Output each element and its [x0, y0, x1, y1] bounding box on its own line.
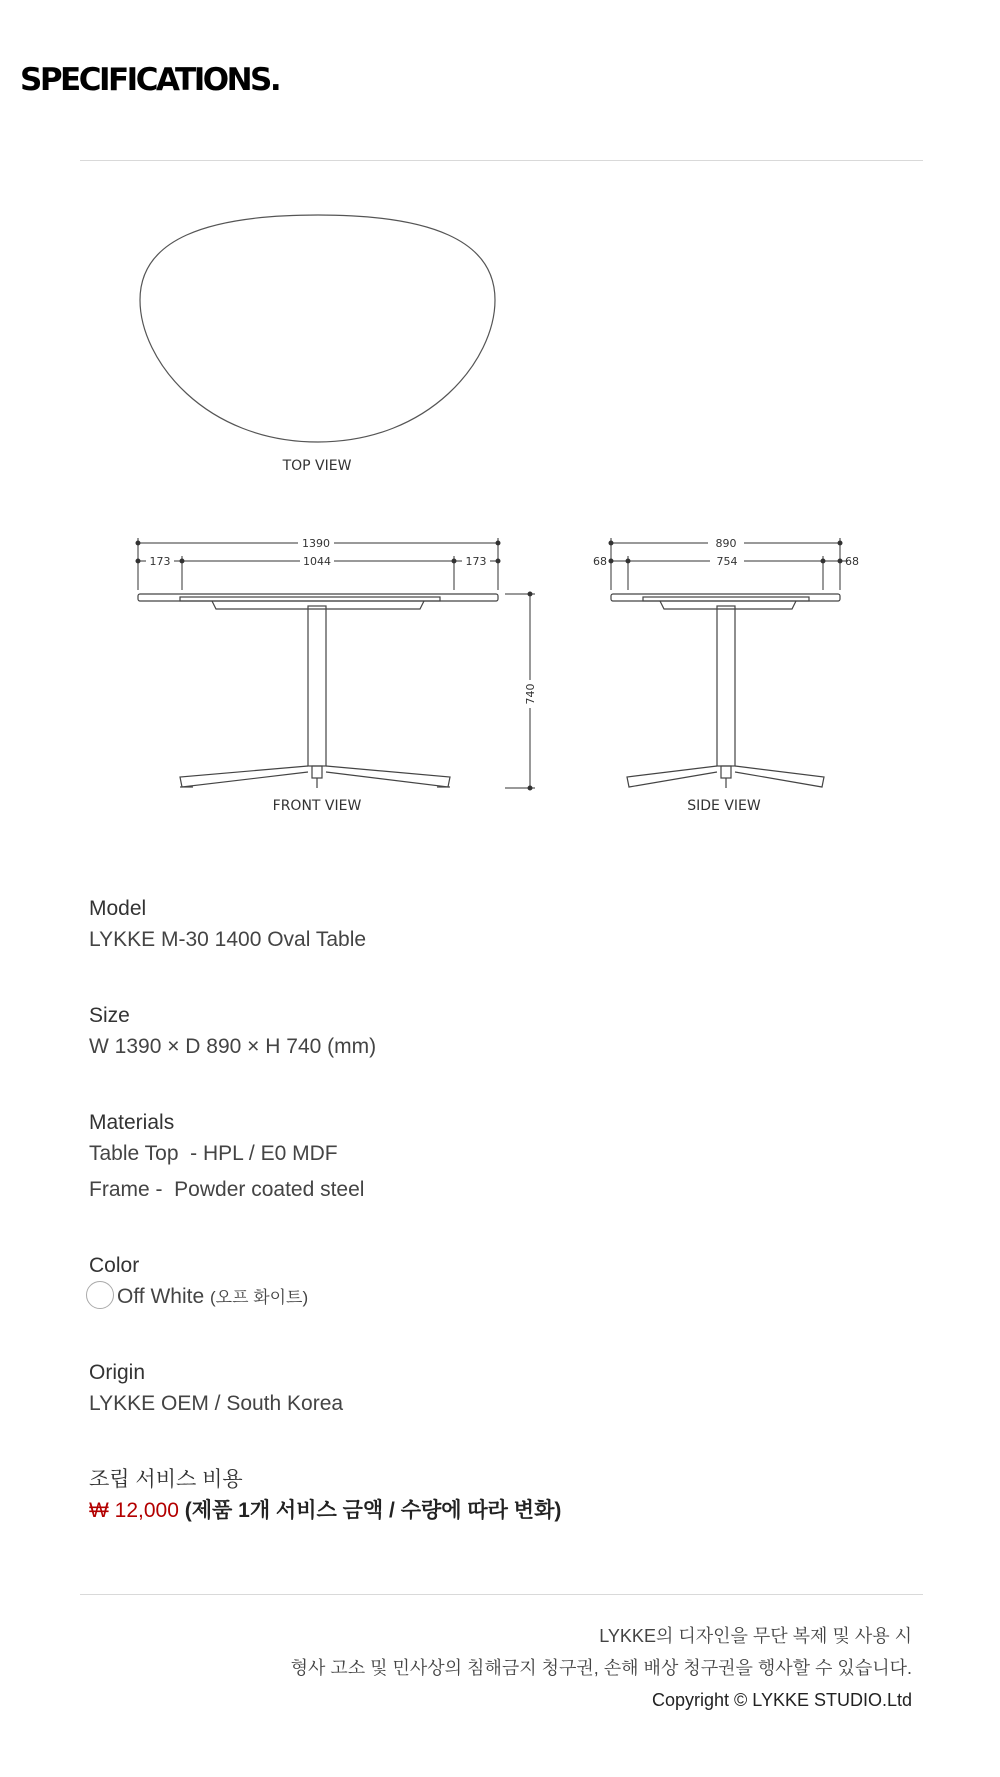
front-dim-height: 740 [524, 683, 537, 705]
spec-size-value: W 1390 × D 890 × H 740 (mm) [89, 1035, 377, 1058]
color-name-korean: (오프 화이트) [209, 1288, 309, 1307]
assembly-price-note: (제품 1개 서비스 금액 / 수량에 따라 변화) [184, 1499, 562, 1522]
spec-size-label: Size [89, 1004, 130, 1027]
top-view-label: TOP VIEW [282, 458, 352, 474]
front-dim-left: 173 [149, 555, 171, 568]
copyright-notice [291, 1620, 912, 1716]
spec-origin-value: LYKKE OEM / South Korea [89, 1392, 344, 1415]
spec-color-value [89, 1279, 308, 1316]
page-title: SPECIFICATIONS. [20, 62, 280, 98]
spec-assembly-label: 조립 서비스 비용 [89, 1468, 243, 1491]
side-view-label: SIDE VIEW [687, 798, 761, 814]
spec-color [89, 1253, 308, 1316]
spec-materials [89, 1110, 364, 1208]
spec-model-label: Model [89, 897, 147, 920]
front-dim-middle: 1044 [303, 555, 331, 568]
spec-materials-frame: Frame - Powder coated steel [89, 1178, 365, 1201]
side-dim-right: 68 [845, 555, 859, 568]
front-view-label: FRONT VIEW [272, 798, 362, 814]
side-dim-left: 68 [593, 555, 607, 568]
spec-materials-label: Materials [89, 1111, 175, 1134]
side-dim-middle: 754 [716, 555, 738, 568]
spec-model [89, 896, 366, 958]
spec-assembly [89, 1467, 561, 1529]
color-name: Off White [117, 1285, 205, 1308]
spec-materials-top: Table Top - HPL / E0 MDF [89, 1142, 338, 1165]
notice-line-2: 형사 고소 및 민사상의 침해금지 청구권, 손해 배상 청구권을 행사할 수 있습니다. [290, 1658, 912, 1678]
divider-bottom [80, 1594, 923, 1595]
spec-model-value: LYKKE M-30 1400 Oval Table [89, 928, 367, 951]
side-view-drawing [611, 594, 840, 788]
front-dimension-lines [136, 538, 535, 790]
assembly-price: ₩ 12,000 [89, 1499, 179, 1522]
spec-assembly-value [89, 1493, 561, 1529]
front-dim-overall: 1390 [302, 537, 330, 550]
side-dim-overall: 890 [715, 537, 737, 550]
copyright-text: Copyright © LYKKE STUDIO.Ltd [651, 1690, 912, 1710]
spec-origin-label: Origin [89, 1361, 146, 1384]
technical-drawings [0, 0, 1000, 830]
top-view-drawing [140, 215, 495, 442]
front-view-drawing [138, 594, 498, 788]
color-swatch [86, 1281, 114, 1309]
spec-size [89, 1003, 376, 1065]
spec-origin [89, 1360, 343, 1422]
notice-line-1: LYKKE의 디자인을 무단 복제 및 사용 시 [599, 1626, 912, 1646]
spec-color-label: Color [89, 1254, 140, 1277]
front-dim-right: 173 [465, 555, 487, 568]
